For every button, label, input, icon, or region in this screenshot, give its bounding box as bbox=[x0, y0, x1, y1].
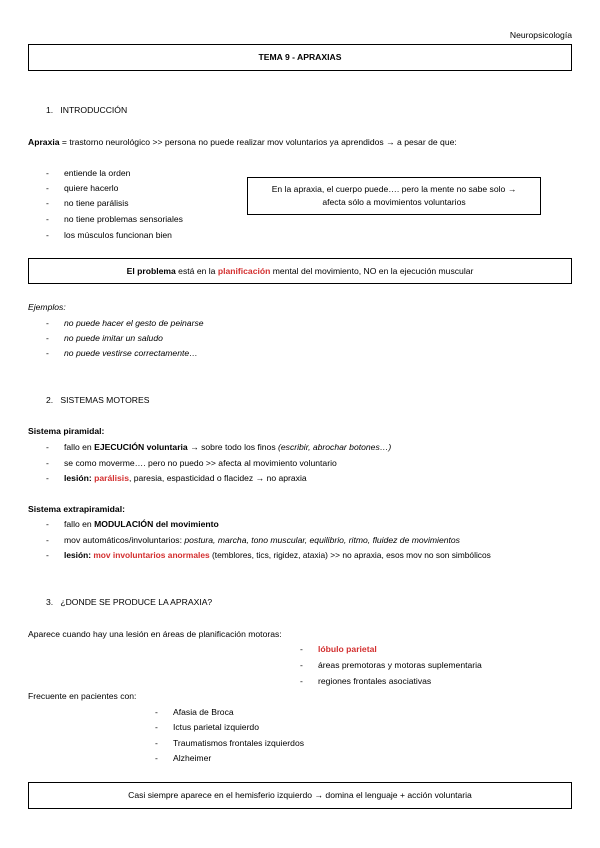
extrapyramidal-label: Sistema extrapiramidal: bbox=[28, 504, 125, 514]
section3-intro: Aparece cuando hay una lesión en áreas de planificación motoras: bbox=[28, 629, 282, 639]
list-item: regiones frontales asociativas bbox=[318, 676, 432, 686]
list-item: no puede hacer el gesto de peinarse bbox=[64, 318, 204, 328]
list-item: se como moverme…. pero no puedo >> afecta al movimiento voluntario bbox=[64, 458, 337, 468]
list-item: no puede vestirse correctamente… bbox=[64, 348, 198, 358]
list-item bbox=[64, 550, 491, 560]
definition-text: = trastorno neurológico >> persona no puede realizar mov voluntarios ya aprendidos → a pesar de que: bbox=[59, 137, 457, 147]
problem-box bbox=[28, 258, 572, 284]
text-span: MODULACIÓN del movimiento bbox=[94, 519, 219, 529]
summary-box bbox=[28, 782, 572, 809]
subject-header: Neuropsicología bbox=[509, 30, 572, 40]
bullet-dash: - bbox=[46, 519, 49, 529]
list-item bbox=[64, 519, 219, 529]
list-item: quiere hacerlo bbox=[64, 183, 119, 193]
list-item: áreas premotoras y motoras suplementaria bbox=[318, 660, 482, 670]
problem-label: El problema bbox=[126, 265, 176, 276]
bullet-dash: - bbox=[46, 318, 49, 328]
note-line-1: En la apraxia, el cuerpo puede…. pero la mente no sabe solo → bbox=[271, 184, 517, 195]
page-title bbox=[28, 44, 572, 71]
bullet-dash: - bbox=[155, 707, 158, 717]
text-span: (temblores, tics, rigidez, ataxia) >> no apraxia, esos mov no son simbólicos bbox=[209, 550, 491, 560]
examples-label: Ejemplos: bbox=[28, 302, 66, 312]
list-item: entiende la orden bbox=[64, 168, 131, 178]
definition-term: Apraxia bbox=[28, 137, 60, 147]
section1-heading bbox=[46, 105, 127, 115]
text-span: mov involuntarios anormales bbox=[93, 550, 210, 560]
bullet-dash: - bbox=[46, 458, 49, 468]
text-span: → sobre todo los finos bbox=[187, 442, 278, 452]
bullet-dash: - bbox=[46, 230, 49, 240]
text-span: , paresia, espasticidad o flacidez → no apraxia bbox=[128, 473, 307, 483]
bullet-dash: - bbox=[155, 738, 158, 748]
text-span: fallo en bbox=[64, 519, 95, 529]
frequent-label: Frecuente en pacientes con: bbox=[28, 691, 137, 701]
section3-number: 3. bbox=[46, 597, 54, 607]
text-span: lesión: bbox=[64, 550, 94, 560]
list-item: los músculos funcionan bien bbox=[64, 230, 172, 240]
list-item: Alzheimer bbox=[173, 753, 212, 763]
bullet-dash: - bbox=[46, 348, 49, 358]
text-span: EJECUCIÓN voluntaria bbox=[94, 442, 188, 452]
bullet-dash: - bbox=[300, 676, 303, 686]
list-item: no tiene parálisis bbox=[64, 198, 129, 208]
list-item: no tiene problemas sensoriales bbox=[64, 214, 183, 224]
section2-number: 2. bbox=[46, 395, 54, 405]
bullet-dash: - bbox=[155, 753, 158, 763]
bullet-dash: - bbox=[46, 214, 49, 224]
list-item: Traumatismos frontales izquierdos bbox=[173, 738, 305, 748]
text-span: parálisis bbox=[94, 473, 129, 483]
bullet-dash: - bbox=[300, 644, 303, 654]
pyramidal-label: Sistema piramidal: bbox=[28, 426, 105, 436]
problem-highlight: planificación bbox=[217, 265, 271, 276]
section3-title: ¿DONDE SE PRODUCE LA APRAXIA? bbox=[60, 597, 213, 607]
text-span: postura, marcha, tono muscular, equilibrio, ritmo, fluidez de movimientos bbox=[184, 535, 460, 545]
page-title-text: TEMA 9 - APRAXIAS bbox=[258, 52, 342, 63]
bullet-dash: - bbox=[46, 168, 49, 178]
bullet-dash: - bbox=[46, 473, 49, 483]
section2-title: SISTEMAS MOTORES bbox=[60, 395, 150, 405]
bullet-dash: - bbox=[46, 442, 49, 452]
bullet-dash: - bbox=[46, 535, 49, 545]
bullet-dash: - bbox=[155, 722, 158, 732]
list-item: lóbulo parietal bbox=[318, 644, 377, 654]
text-span: lesión: bbox=[64, 473, 95, 483]
text-span: (escribir, abrochar botones…) bbox=[278, 442, 392, 452]
list-item: Ictus parietal izquierdo bbox=[173, 722, 259, 732]
list-item: no puede imitar un saludo bbox=[64, 333, 163, 343]
section1-title: INTRODUCCIÓN bbox=[60, 105, 128, 115]
list-item bbox=[64, 535, 460, 545]
section1-number: 1. bbox=[46, 105, 54, 115]
section3-heading bbox=[46, 597, 212, 607]
bullet-dash: - bbox=[46, 333, 49, 343]
bullet-dash: - bbox=[46, 550, 49, 560]
text-span: mov automáticos/involuntarios: bbox=[64, 535, 185, 545]
apraxia-definition bbox=[28, 137, 457, 147]
list-item bbox=[64, 442, 391, 452]
note-line-2: afecta sólo a movimientos voluntarios bbox=[322, 197, 466, 207]
bullet-dash: - bbox=[46, 198, 49, 208]
problem-text-a: está en la bbox=[175, 265, 218, 276]
text-span: fallo en bbox=[64, 442, 95, 452]
bullet-dash: - bbox=[300, 660, 303, 670]
note-box bbox=[247, 177, 541, 215]
list-item: Afasia de Broca bbox=[173, 707, 234, 717]
list-item bbox=[64, 473, 307, 483]
section2-heading bbox=[46, 395, 149, 405]
bullet-dash: - bbox=[46, 183, 49, 193]
problem-text-b: mental del movimiento, NO en la ejecución muscular bbox=[270, 265, 474, 276]
summary-text: Casi siempre aparece en el hemisferio izquierdo → domina el lenguaje + acción voluntaria bbox=[128, 790, 472, 801]
